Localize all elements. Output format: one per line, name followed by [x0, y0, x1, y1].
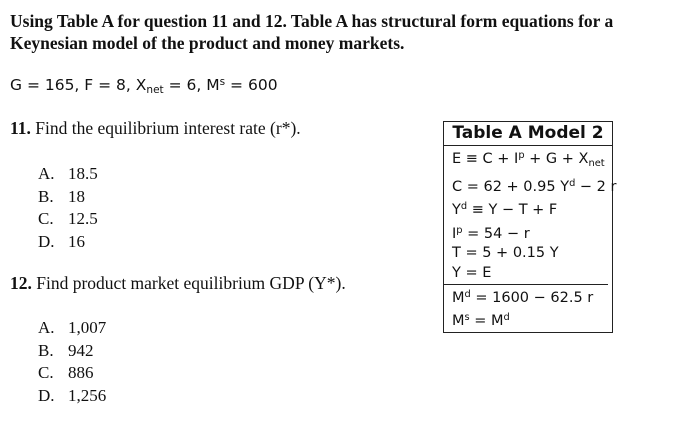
given-text: = 6, M: [163, 76, 220, 94]
option-letter: D.: [38, 385, 55, 405]
intro-line-2: Keynesian model of the product and money markets.: [10, 33, 405, 53]
option-value: 12.5: [68, 209, 98, 228]
equation-md: [444, 285, 612, 309]
eq-text: E ≡ C + I: [452, 151, 519, 167]
given-text: G = 165, F = 8, X: [10, 76, 147, 94]
eq-text: C = 62 + 0.95 Y: [452, 178, 570, 195]
option-value: 18: [68, 186, 85, 206]
eq-superscript: d: [503, 312, 510, 324]
q11-option-d[interactable]: [38, 231, 98, 254]
question-12-number: 12.: [10, 273, 32, 293]
option-value: 1,256: [68, 385, 107, 405]
question-11-options: [38, 163, 98, 253]
equation-ye: Y = E: [452, 264, 492, 281]
q12-option-b[interactable]: [38, 340, 106, 363]
intro-paragraph: [10, 10, 694, 54]
option-letter: C.: [38, 209, 54, 228]
question-12-options: [38, 317, 106, 407]
q11-option-b[interactable]: [38, 186, 98, 209]
option-value: 886: [68, 363, 94, 382]
option-value: 942: [68, 340, 94, 360]
option-letter: A.: [38, 318, 55, 337]
q12-option-d[interactable]: [38, 385, 106, 408]
q12-option-c[interactable]: [38, 362, 106, 385]
eq-text: I: [452, 225, 457, 242]
intro-line-1: Using Table A for question 11 and 12. Table A has structural form equations for a: [10, 11, 614, 31]
eq-superscript: p: [518, 150, 525, 161]
question-11-text: Find the equilibrium interest rate (r*).: [35, 118, 301, 138]
eq-text: = 54 − r: [462, 225, 530, 242]
ms-superscript: s: [219, 76, 226, 88]
eq-subscript: net: [588, 158, 605, 169]
eq-text: M: [452, 289, 465, 306]
option-value: 18.5: [68, 164, 98, 183]
equation-yd: [444, 197, 612, 221]
eq-superscript: d: [569, 177, 576, 189]
eq-text: + G + X: [524, 151, 589, 167]
equation-e: [444, 146, 612, 174]
equation-t: T = 5 + 0.15 Y: [452, 245, 559, 262]
eq-text: Y: [452, 202, 461, 219]
option-letter: A.: [38, 164, 55, 183]
option-letter: B.: [38, 340, 54, 360]
option-letter: C.: [38, 363, 54, 382]
q11-option-a[interactable]: [38, 163, 98, 186]
eq-text: − 2 r: [575, 178, 617, 195]
option-letter: B.: [38, 186, 54, 206]
given-text: = 600: [225, 76, 278, 94]
eq-text: = 1600 − 62.5 r: [470, 289, 594, 306]
option-value: 1,007: [68, 318, 107, 337]
option-letter: D.: [38, 231, 55, 251]
q11-option-c[interactable]: [38, 208, 98, 231]
eq-superscript: p: [456, 224, 463, 236]
question-12: [10, 273, 346, 294]
eq-text: = M: [469, 313, 504, 330]
table-title: Table A Model 2: [444, 122, 612, 146]
question-11: [10, 118, 301, 139]
table-a-model-2: [443, 121, 617, 333]
question-12-text: Find product market equilibrium GDP (Y*).: [36, 273, 346, 293]
question-11-number: 11.: [10, 118, 31, 138]
equation-c: [444, 174, 617, 198]
eq-text: ≡ Y − T + F: [467, 202, 558, 219]
equation-ip: [444, 221, 612, 245]
equation-ms: [444, 308, 612, 332]
eq-superscript: d: [464, 288, 471, 300]
option-value: 16: [68, 231, 85, 251]
eq-text: M: [452, 313, 465, 330]
given-values: [10, 76, 278, 96]
eq-superscript: d: [460, 201, 468, 213]
eq-superscript: s: [464, 312, 470, 324]
q12-option-a[interactable]: [38, 317, 106, 340]
xnet-subscript: net: [146, 84, 164, 96]
